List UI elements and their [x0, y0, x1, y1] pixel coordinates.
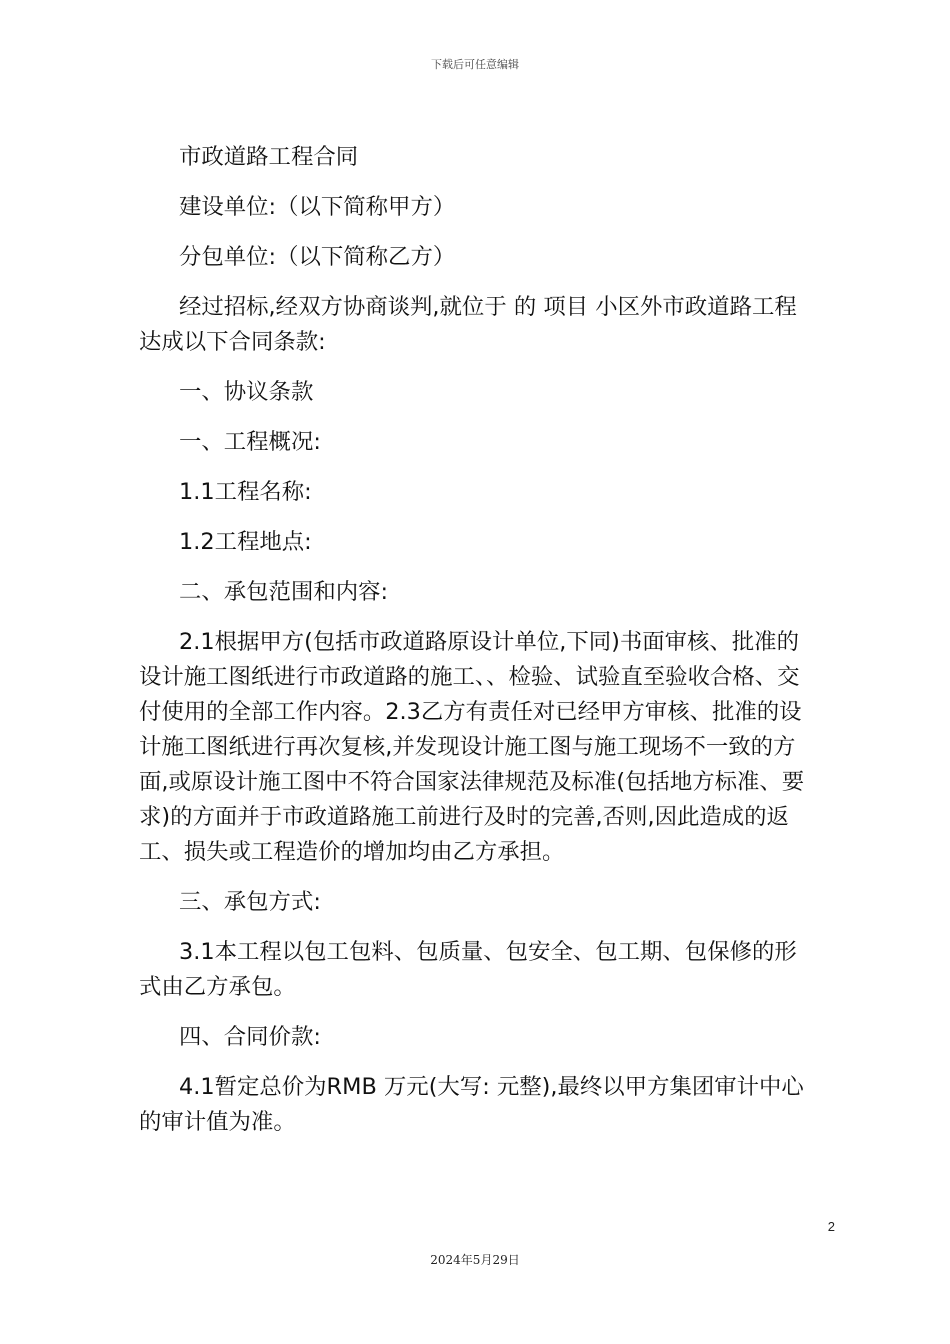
preamble-paragraph: 经过招标,经双方协商谈判,就位于 的 项目 小区外市政道路工程达成以下合同条款: — [139, 294, 797, 355]
document-title: 市政道路工程合同 — [179, 144, 359, 170]
method-paragraph: 3.1本工程以包工包料、包质量、包安全、包工期、包保修的形式由乙方承包。 — [139, 939, 797, 1000]
section-heading-method: 三、承包方式: — [179, 889, 321, 915]
section-heading-overview: 一、工程概况: — [179, 429, 321, 455]
section-heading-price: 四、合同价款: — [179, 1024, 321, 1050]
footer-date: 2024年5月29日 — [430, 1253, 520, 1267]
party-a-line: 建设单位:（以下简称甲方） — [179, 194, 456, 220]
document-body — [139, 140, 811, 1155]
project-location-line: 1.2工程地点: — [179, 529, 312, 555]
party-b-line: 分包单位:（以下简称乙方） — [179, 244, 456, 270]
scope-paragraph: 2.1根据甲方(包括市政道路原设计单位,下同)书面审核、批准的设计施工图纸进行市政道路的施工、、检验、试验直至验收合格、交付使用的全部工作内容。2.3乙方有责任对已经甲方审核、批准的设计施工图纸进行再次复核,并发现设计施工图与施工现场不一致的方面,或原设计施工图中不符合国家法律规范及标准(包括地方标准、要求)的方面并于市政道路施工前进行及时的完善,否则,因此造成的返工、损失或工程造价的增加均由乙方承担。 — [139, 629, 805, 865]
page-number: 2 — [827, 1219, 835, 1234]
header-note: 下载后可任意编辑 — [431, 58, 519, 71]
section-heading-agreement: 一、协议条款 — [179, 379, 314, 405]
project-name-line: 1.1工程名称: — [179, 479, 312, 505]
section-heading-scope: 二、承包范围和内容: — [179, 579, 389, 605]
price-paragraph: 4.1暂定总价为RMB 万元(大写: 元整),最终以甲方集团审计中心的审计值为准。 — [139, 1074, 804, 1135]
